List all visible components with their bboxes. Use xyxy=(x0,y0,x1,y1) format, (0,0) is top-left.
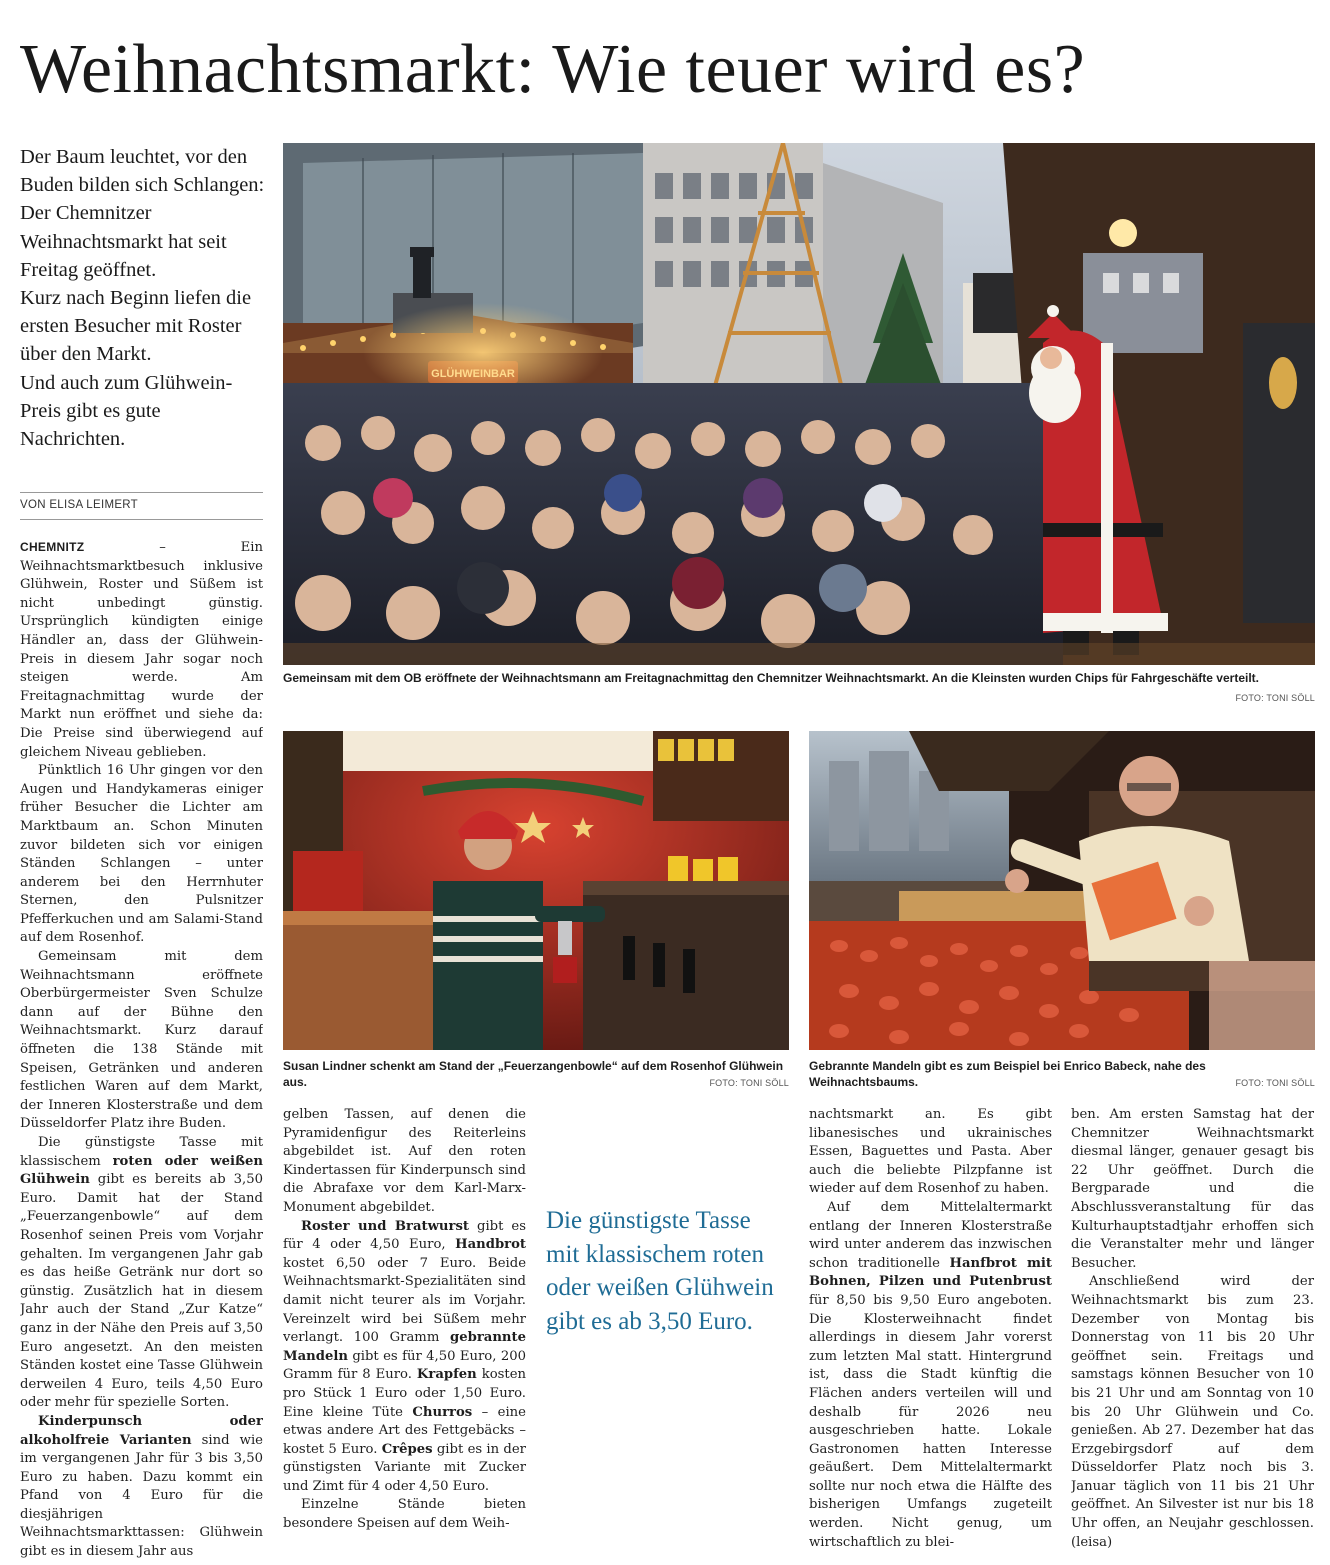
paragraph-text: gibt es bereits ab 3,50 Euro. Damit hat der Stand „Feuerzangenbowle“ auf dem Rosenhof seinen Preis vom Vorjahr gehalten. Im vergangenen Jahr gab es das heiße Getränk nur dort so günstig. Zusätzlich hat in diesem Jahr auch der Stand „Zur Katze“ ganz in der Nähe den Preis auf 3,50 Euro angesetzt. An den meisten Ständen kostet eine Tasse Glühwein derweilen 4 Euro, teils 4,50 Euro oder mehr für spezielle Sorten. xyxy=(20,1172,263,1411)
paragraph-text: – Ein Weihnachtsmarktbesuch inklusive Glühwein, Roster und Süßem ist nicht unbedingt günstig. Ursprünglich kündigten einige Händler an, dass der Glühwein-Preis in diesem Jahr sogar noch steigen werde. Am Freitagnachmittag wurde der Markt nun eröffnet und siehe da: Die Preise sind überwiegend auf gleichem Niveau geblieben. xyxy=(20,540,263,760)
paragraph-text: Auf dem Mittelaltermarkt entlang der Inneren Klosterstraße wird unter anderem das inzwischen schon traditionelle xyxy=(809,1199,1052,1271)
article-paragraph: Anschließend wird der Weihnachtsmarkt bis zum 23. Dezember von Montag bis Donnerstag von 11 bis 20 Uhr geöffnet sein. Freitags und samstags können Besucher von 10 bis 21 Uhr und am Sonntag von 10 bis 20 Uhr Glühwein und Co. genießen. Ab 27. Dezember hat das Erzgebirgsdorf auf dem Düsseldorfer Platz noch bis 3. Januar täglich von 11 bis 21 Uhr geöffnet. An Silvester ist nur bis 18 Uhr offen, an Neujahr geschlossen. (leisa) xyxy=(1071,1274,1314,1550)
article-column-3 xyxy=(809,1106,1052,1561)
paragraph-text: gibt es in der günstigsten Variante mit Zucker und Zimt für 4 oder 4,50 Euro. xyxy=(283,1441,526,1494)
credit-main-photo: FOTO: TONI SÖLL xyxy=(1235,693,1315,703)
bold-term: Hanfbrot mit Bohnen, Pilzen und Putenbrust xyxy=(809,1255,1052,1290)
paragraph-text: kosten pro Stück 1 Euro oder 1,50 Euro. Eine kleine Tüte xyxy=(283,1367,526,1420)
caption-almonds-photo: Gebrannte Mandeln gibt es zum Beispiel bei Enrico Babeck, nahe des Weihnachtsbaums. xyxy=(809,1059,1206,1089)
bold-term: Krapfen xyxy=(416,1367,477,1383)
photo-almonds-vendor xyxy=(809,731,1315,1050)
bold-term: roten oder weißen Glühwein xyxy=(20,1153,263,1188)
article-paragraph xyxy=(809,1199,1052,1552)
paragraph-text: – eine etwas andere Art des Fettgebäcks – kostet 5 Euro. xyxy=(283,1404,526,1457)
article-paragraph xyxy=(20,1134,263,1413)
paragraph-text: Die günstigste Tasse mit klassischem xyxy=(20,1135,263,1169)
article-paragraph xyxy=(283,1218,526,1497)
article-column-1 xyxy=(20,538,263,1558)
headline: Weihnachtsmarkt: Wie teuer wird es? xyxy=(20,31,1086,108)
credit-almonds-photo: FOTO: TONI SÖLL xyxy=(1235,1078,1315,1088)
caption-stand-photo: Susan Lindner schenkt am Stand der „Feuerzangenbowle“ auf dem Rosenhof Glühwein aus. xyxy=(283,1059,784,1089)
article-paragraph: gelben Tassen, auf denen die Pyramidenfigur des Reiterleins abgebildet ist. Auf den roten Kindertassen für Kinderpunsch sind die Abrafaxe vor dem Karl-Marx-Monument abgebildet. xyxy=(283,1107,526,1215)
bold-term: Handbrot xyxy=(455,1237,526,1253)
article-column-2 xyxy=(283,1106,526,1561)
paragraph-text: gibt es für 4,50 Euro, 200 Gramm für 8 Euro. xyxy=(283,1348,526,1383)
bold-term: gebrannte Mandeln xyxy=(283,1330,526,1364)
article-paragraph xyxy=(20,538,263,762)
article-paragraph xyxy=(20,1413,263,1558)
bold-term: Churros xyxy=(412,1404,473,1420)
lead-text xyxy=(20,143,265,453)
paragraph-text: für 8,50 bis 9,50 Euro angeboten. Die Klosterweihnacht findet allerdings in diesem Jahr vorerst zum letzten Mal statt. Hintergrund ist, dass die Stadt künftig die Flächen anders verteilen will und deshalb für 2026 neu ausgeschrieben hatte. Lokale Gastronomen hatten Interesse geäußert. Dem Mittelaltermarkt sollte nur noch etwa die Hälfte des bisherigen Umfangs zugeteilt werden. Nicht genug, um wirtschaftlich zu blei- xyxy=(809,1292,1052,1550)
article-paragraph: ben. Am ersten Samstag hat der Chemnitzer Weihnachtsmarkt diesmal länger, genauer gesagt bis 22 Uhr geöffnet. Durch die Bergparade und die Abschlussveranstaltung für das Kulturhauptstadtjahr erhoffen sich die Veranstalter mehr und länger Besucher. xyxy=(1071,1107,1314,1271)
article-paragraph: Pünktlich 16 Uhr gingen vor den Augen und Handykameras einiger früher Besucher die Lichter am Marktbaum an. Schon Minuten zuvor bildeten sich vor einigen Ständen Schlangen – unter anderem bei den Herrnhuter Sternen, den Pulsnitzer Pfefferkuchen und am Salami-Stand auf dem Rosenhof. xyxy=(20,763,263,946)
author-byline: VON ELISA LEIMERT xyxy=(20,499,139,511)
paragraph-text: sind wie im vergangenen Jahr für 3 bis 3,50 Euro zu haben. Dazu kommt ein Pfand von 4 Euro für die diesjährigen Weihnachtsmarkttassen: Glühwein gibt es in diesem Jahr aus xyxy=(20,1432,263,1558)
article-paragraph: Gemeinsam mit dem Weihnachtsmann eröffnete Oberbürgermeister Sven Schulze dann auf der Bühne den Weihnachtsmarkt. Kurz darauf öffneten die 138 Stände mit Speisen, Getränken und anderen festlichen Waren auf dem Markt, der Inneren Klosterstraße und dem Düsseldorfer Platz ihre Buden. xyxy=(20,949,263,1132)
author-rule-top xyxy=(20,492,263,493)
dateline: CHEMNITZ xyxy=(20,540,85,554)
bold-term: Crêpes xyxy=(381,1441,433,1457)
paragraph-text: kostet 6,50 oder 7 Euro. Beide Weihnachtsmarkt-Spezialitäten sind damit nicht teurer als im Vorjahr. Vereinzelt wird bei Süßem mehr verlangt. 100 Gramm xyxy=(283,1255,526,1346)
credit-stand-photo: FOTO: TONI SÖLL xyxy=(709,1078,789,1088)
caption-main-photo: Gemeinsam mit dem OB eröffnete der Weihnachtsmann am Freitagnachmittag den Chemnitzer Weihnachtsmarkt. An die Kleinsten wurden Chips für Fahrgeschäfte verteilt. xyxy=(283,671,1259,685)
bold-term: Kinderpunsch oder alkoholfreie Varianten xyxy=(20,1413,263,1448)
article-paragraph: Einzelne Stände bieten besondere Speisen auf dem Weih- xyxy=(283,1497,526,1532)
lead-paragraph: Der Chemnitzer Weihnachtsmarkt hat seit Freitag geöffnet. xyxy=(20,202,227,281)
lead-paragraph: Der Baum leuchtet, vor den Buden bilden sich Schlangen: xyxy=(20,146,265,197)
lead-paragraph: Kurz nach Beginn liefen die ersten Besucher mit Roster über den Markt. xyxy=(20,287,252,366)
lead-paragraph: Und auch zum Glühwein-Preis gibt es gute Nachrichten. xyxy=(20,371,233,451)
photo-gluehwein-stand xyxy=(283,731,789,1050)
author-rule-bottom xyxy=(20,519,263,520)
photo-santa-crowd xyxy=(283,143,1315,665)
article-paragraph: nachtsmarkt an. Es gibt libanesisches und ukrainisches Essen, Baguettes und Pasta. Aber auch die beliebte Pilzpfanne ist wieder auf dem Rosenhof zu haben. xyxy=(809,1107,1052,1197)
paragraph-text: gibt es für 4 oder 4,50 Euro, xyxy=(283,1218,526,1253)
article-column-4 xyxy=(1071,1106,1314,1561)
bold-term: Roster und Bratwurst xyxy=(301,1218,469,1234)
pull-quote: Die günstigste Tasse mit klassischem roten oder weißen Glühwein gibt es ab 3,50 Euro. xyxy=(546,1207,774,1335)
